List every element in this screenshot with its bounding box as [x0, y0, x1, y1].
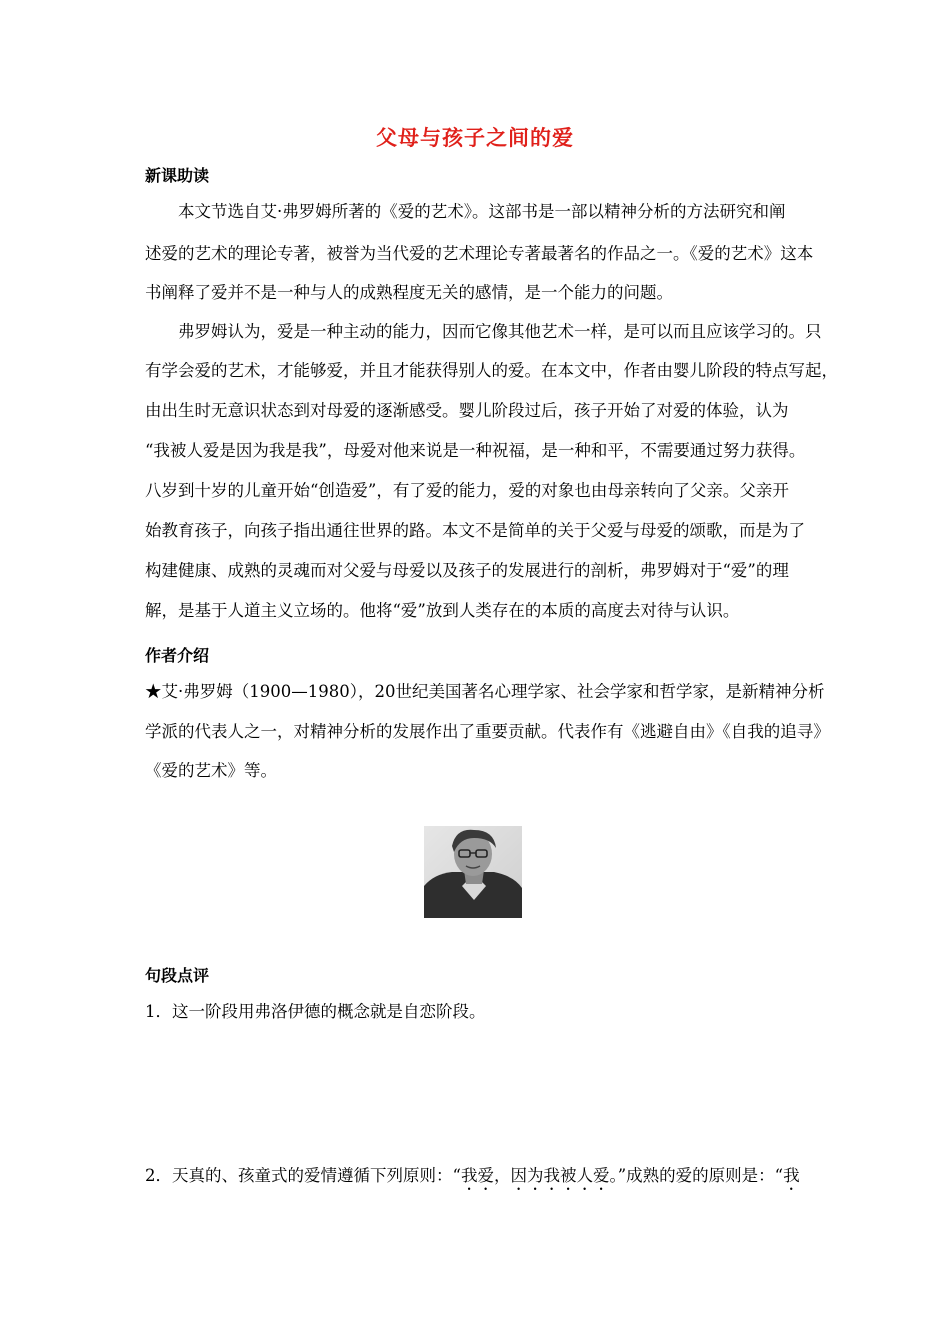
text-line: “我被人爱是因为我是我”，母爱对他来说是一种祝福，是一种和平，不需要通过努力获得。 — [145, 441, 806, 460]
text-line: 书阐释了爱并不是一种与人的成熟程度无关的感情，是一个能力的问题。 — [145, 283, 673, 302]
comment-2-text: 2．天真的、孩童式的爱情遵循下列原则：“ — [145, 1166, 461, 1185]
comment-1: 1．这一阶段用弗洛伊德的概念就是自恋阶段。 — [145, 1002, 486, 1021]
section-heading-intro: 新课助读 — [145, 166, 210, 185]
text-line: 述爱的艺术的理论专著，被誉为当代爱的艺术理论专著最著名的作品之一。《爱的艺术》这本 — [145, 244, 814, 263]
comment-2 — [145, 1166, 800, 1194]
text-line: 学派的代表人之一，对精神分析的发展作出了重要贡献。代表作有《逃避自由》《自我的追寻》 — [145, 722, 830, 741]
text-line: 解，是基于人道主义立场的。他将“爱”放到人类存在的本质的高度去对待与认识。 — [145, 601, 740, 620]
comment-2-emphasis: 我爱，因为我被人爱 — [460, 1166, 610, 1185]
text-line: ★艾·弗罗姆（1900—1980），20世纪美国著名心理学家、社会学家和哲学家，是新精神分析 — [145, 682, 825, 701]
comment-2-text-cont: 。”成熟的爱的原则是：“ — [609, 1166, 784, 1185]
text-line: 八岁到十岁的儿童开始“创造爱”，有了爱的能力，爱的对象也由母亲转向了父亲。父亲开 — [145, 481, 789, 500]
comment-2-emphasis-end: 我 — [783, 1166, 800, 1185]
text-line: 本文节选自艾·弗罗姆所著的《爱的艺术》。这部书是一部以精神分析的方法研究和阐 — [178, 202, 786, 221]
section-heading-comments: 句段点评 — [145, 966, 210, 985]
text-line: 构建健康、成熟的灵魂而对父爱与母爱以及孩子的发展进行的剖析，弗罗姆对于“爱”的理 — [145, 561, 789, 580]
text-line: 弗罗姆认为，爱是一种主动的能力，因而它像其他艺术一样，是可以而且应该学习的。只 — [178, 322, 822, 341]
page-title: 父母与孩子之间的爱 — [376, 125, 574, 150]
text-line: 始教育孩子，向孩子指出通往世界的路。本文不是简单的关于父爱与母爱的颂歌，而是为了 — [145, 521, 805, 540]
text-line: 《爱的艺术》等。 — [145, 761, 277, 780]
section-heading-author: 作者介绍 — [145, 646, 210, 665]
author-portrait — [424, 826, 522, 918]
text-line: 有学会爱的艺术，才能够爱，并且才能获得别人的爱。在本文中，作者由婴儿阶段的特点写起， — [145, 361, 838, 380]
text-line: 由出生时无意识状态到对母爱的逐渐感受。婴儿阶段过后，孩子开始了对爱的体验，认为 — [145, 401, 789, 420]
